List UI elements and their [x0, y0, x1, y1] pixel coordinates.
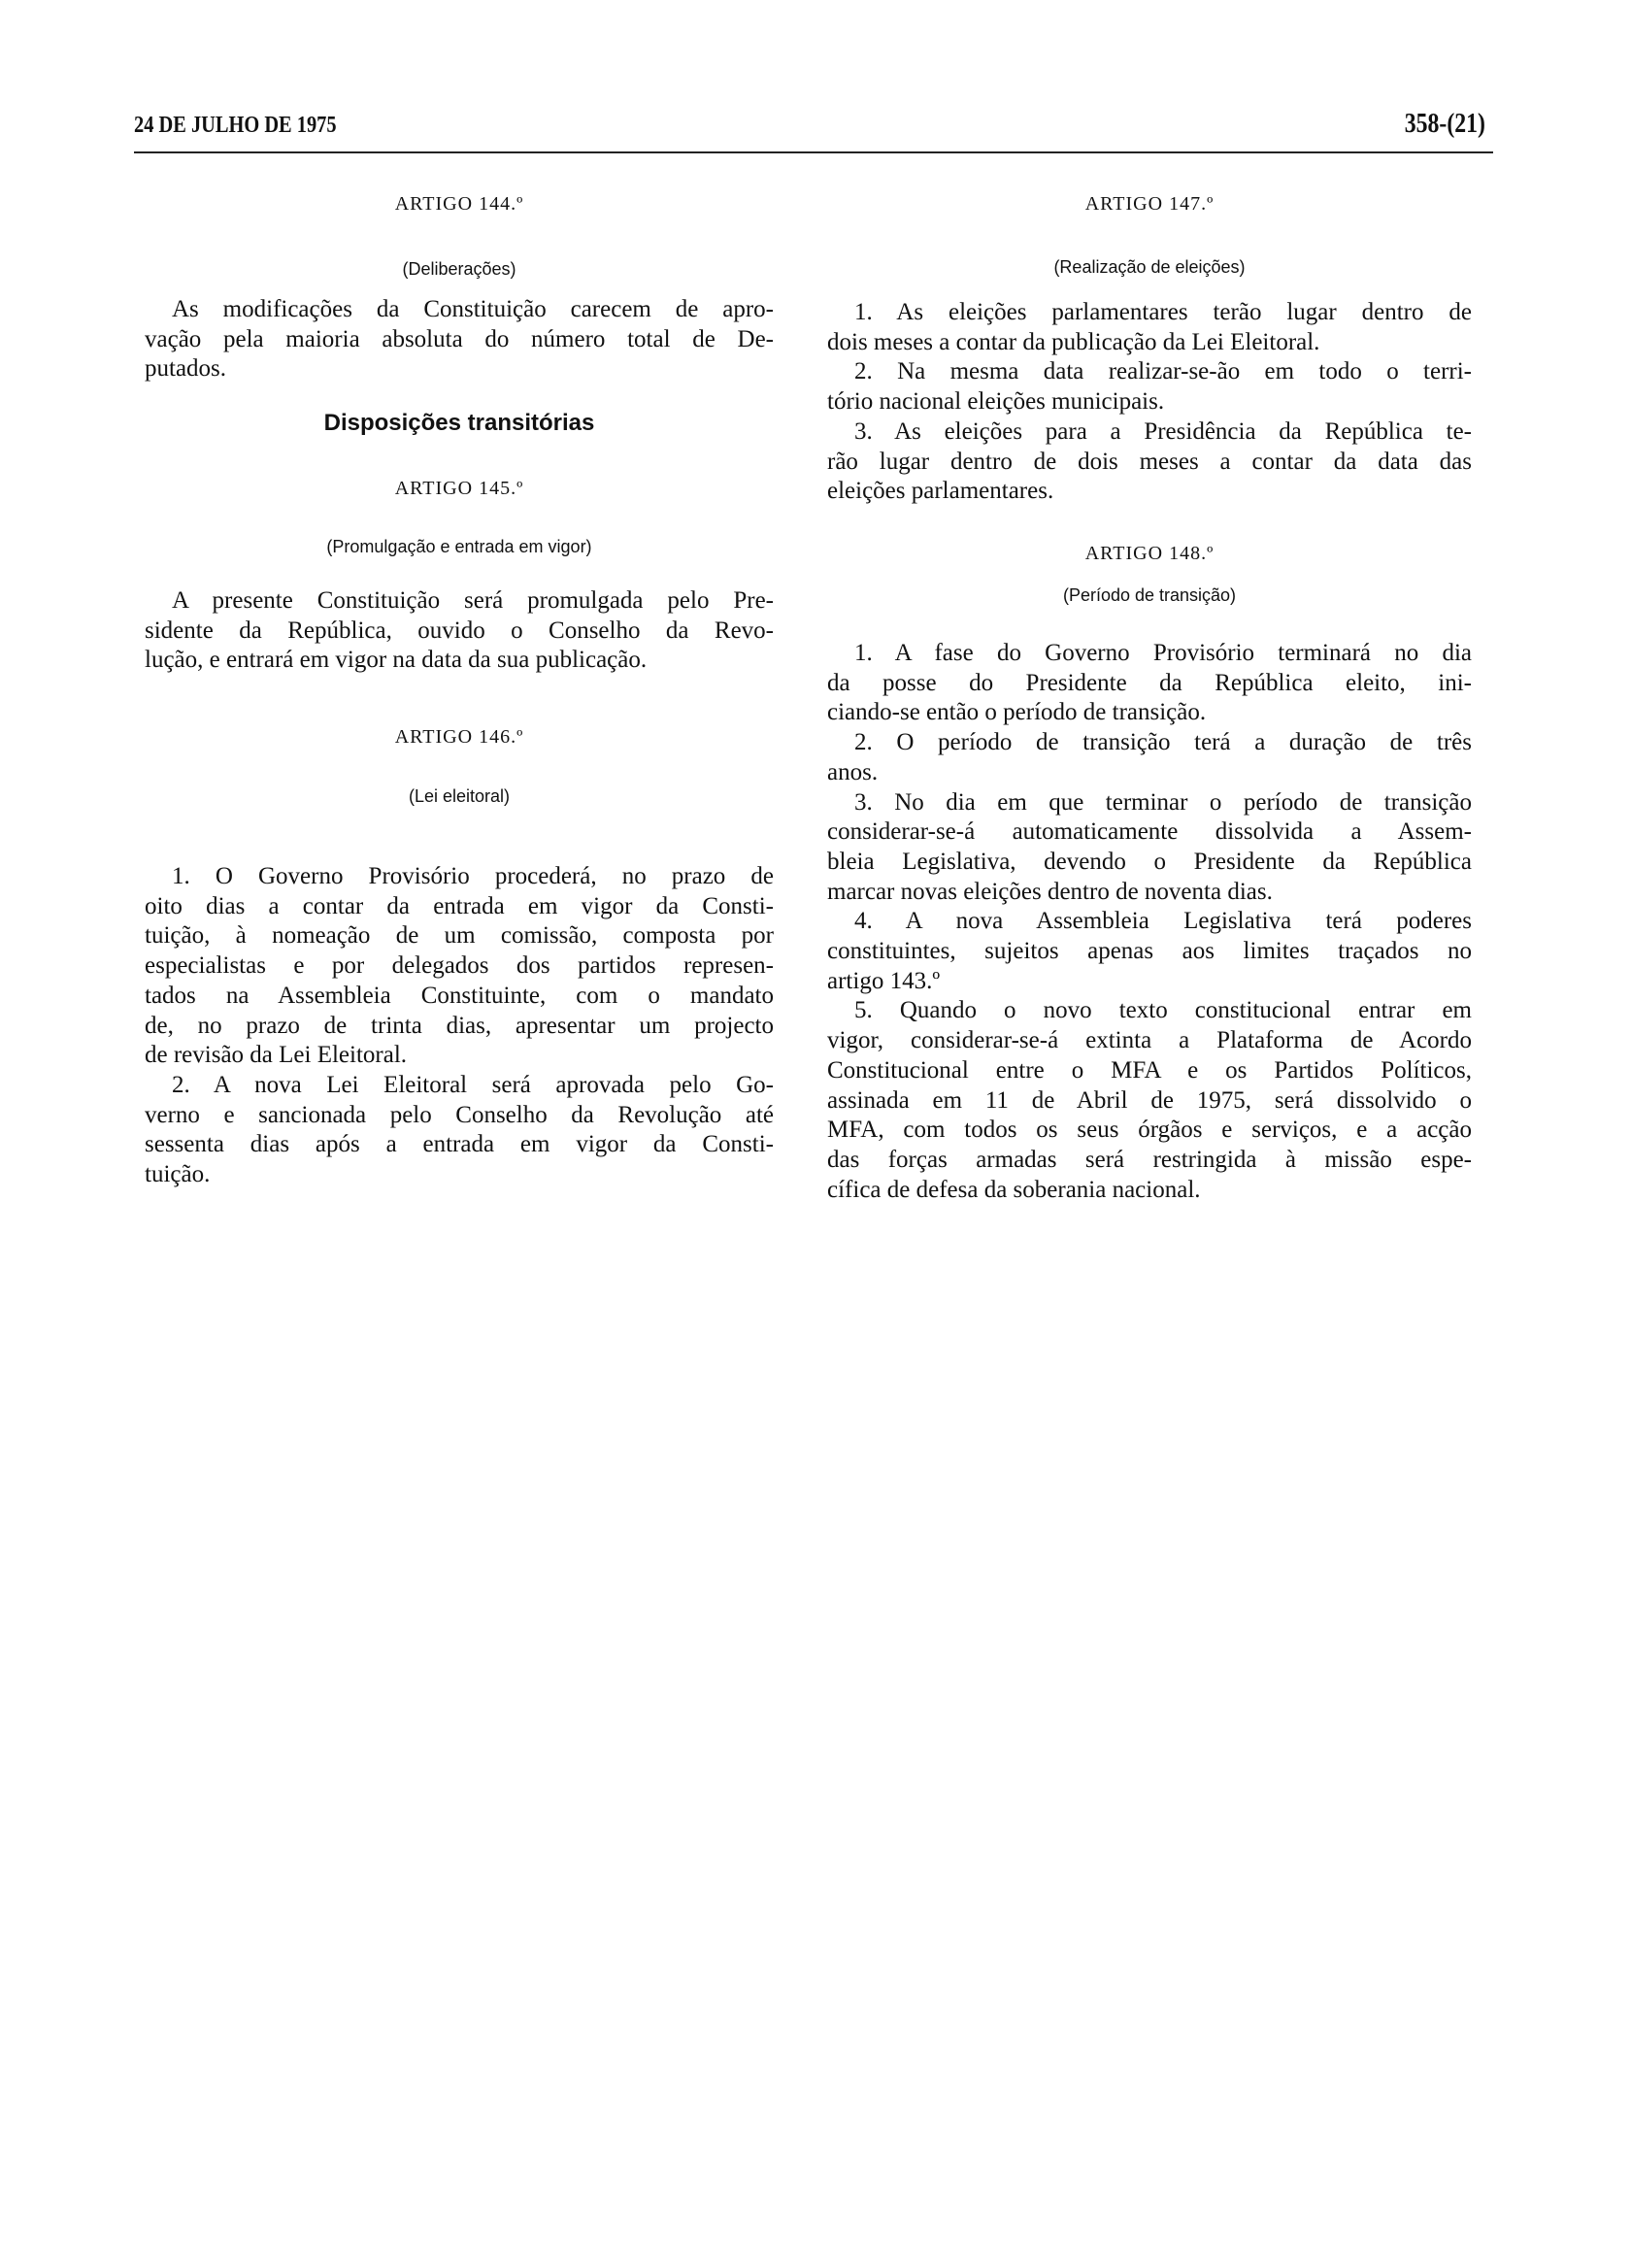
section-heading: Disposições transitórias [323, 410, 595, 436]
text-line: tuição, à nomeação de um comissão, composta por [145, 922, 774, 950]
text-line: de, no prazo de trinta dias, apresentar um projecto [145, 1012, 774, 1039]
text-line: tados na Assembleia Constituinte, com o mandato [145, 982, 774, 1009]
text-line: ciando-se então o período de transição. [827, 699, 1207, 726]
text-line: 2. O período de transição terá a duração de três [854, 729, 1472, 756]
text-line: 1. O Governo Provisório procederá, no prazo de [172, 863, 774, 889]
article-147-body [827, 298, 1472, 507]
article-144-body [145, 295, 774, 384]
article-144-subtitle: (Deliberações) [402, 259, 516, 279]
text-line: eleições parlamentares. [827, 478, 1054, 505]
text-line: Constitucional entre o MFA e os Partidos Políticos, [827, 1056, 1472, 1084]
text-line: artigo 143.º [827, 967, 941, 994]
article-147-subtitle: (Realização de eleições) [1053, 257, 1246, 277]
text-line: 3. No dia em que terminar o período de transição [854, 788, 1472, 816]
text-line: tório nacional eleições municipais. [827, 388, 1165, 416]
article-148-body [827, 639, 1472, 1205]
text-line: vigor, considerar-se-á extinta a Plataforma de Acordo [827, 1027, 1472, 1054]
text-line: tuição. [145, 1161, 211, 1188]
text-line: cífica de defesa da soberania nacional. [827, 1176, 1201, 1203]
text-line: anos. [827, 758, 879, 785]
text-line: lução, e entrará em vigor na data da sua publicação. [145, 647, 648, 674]
article-147-title: ARTIGO 147.º [1084, 193, 1215, 215]
text-line: rão lugar dentro de dois meses a contar da data das [827, 448, 1472, 475]
header-rule [134, 151, 1493, 153]
text-line: vação pela maioria absoluta do número total de De- [145, 325, 774, 352]
text-line: oito dias a contar da entrada em vigor da Consti- [145, 892, 774, 919]
text-line: bleia Legislativa, devendo o Presidente da República [827, 848, 1472, 875]
text-line: A presente Constituição será promulgada pelo Pre- [172, 587, 774, 614]
text-line: 2. Na mesma data realizar-se-ão em todo o terri- [854, 358, 1472, 385]
text-line: 5. Quando o novo texto constitucional entrar em [854, 997, 1472, 1024]
article-148-subtitle: (Período de transição) [1062, 585, 1237, 605]
article-145-title: ARTIGO 145.º [394, 478, 524, 499]
text-line: especialistas e por delegados dos partidos represen- [145, 952, 774, 980]
text-line: MFA, com todos os seus órgãos e serviços, e a acção [827, 1117, 1472, 1144]
text-line: putados. [145, 355, 227, 383]
article-146-body [145, 862, 774, 1190]
article-145-subtitle: (Promulgação e entrada em vigor) [326, 537, 592, 556]
text-line: As modificações da Constituição carecem de apro- [172, 296, 774, 322]
text-line: dois meses a contar da publicação da Lei Eleitoral. [827, 328, 1320, 355]
text-line: considerar-se-á automaticamente dissolvida a Assem- [827, 818, 1472, 846]
text-line: 2. A nova Lei Eleitoral será aprovada pelo Go- [172, 1071, 774, 1098]
text-line: 1. A fase do Governo Provisório terminará no dia [854, 640, 1472, 666]
text-line: verno e sancionada pelo Conselho da Revolução até [145, 1101, 774, 1128]
text-line: assinada em 11 de Abril de 1975, será dissolvido o [827, 1086, 1472, 1114]
text-line: da posse do Presidente da República eleito, ini- [827, 669, 1472, 696]
article-146-subtitle: (Lei eleitoral) [408, 786, 511, 806]
text-line: 1. As eleições parlamentares terão lugar dentro de [854, 299, 1472, 325]
article-144-title: ARTIGO 144.º [394, 193, 524, 215]
text-line: 3. As eleições para a Presidência da República te- [854, 417, 1472, 445]
page-number: 358-(21) [1404, 109, 1485, 139]
text-line: constituintes, sujeitos apenas aos limites traçados no [827, 938, 1472, 965]
text-line: das forças armadas será restringida à missão espe- [827, 1146, 1472, 1173]
text-line: 4. A nova Assembleia Legislativa terá poderes [854, 908, 1472, 935]
header-date: 24 DE JULHO DE 1975 [134, 113, 337, 138]
article-145-body [145, 586, 774, 676]
text-line: marcar novas eleições dentro de noventa dias. [827, 878, 1273, 905]
text-line: sessenta dias após a entrada em vigor da Consti- [145, 1131, 774, 1158]
text-line: de revisão da Lei Eleitoral. [145, 1042, 408, 1069]
text-line: sidente da República, ouvido o Conselho da Revo- [145, 617, 774, 644]
article-148-title: ARTIGO 148.º [1084, 543, 1215, 564]
article-146-title: ARTIGO 146.º [394, 726, 524, 748]
